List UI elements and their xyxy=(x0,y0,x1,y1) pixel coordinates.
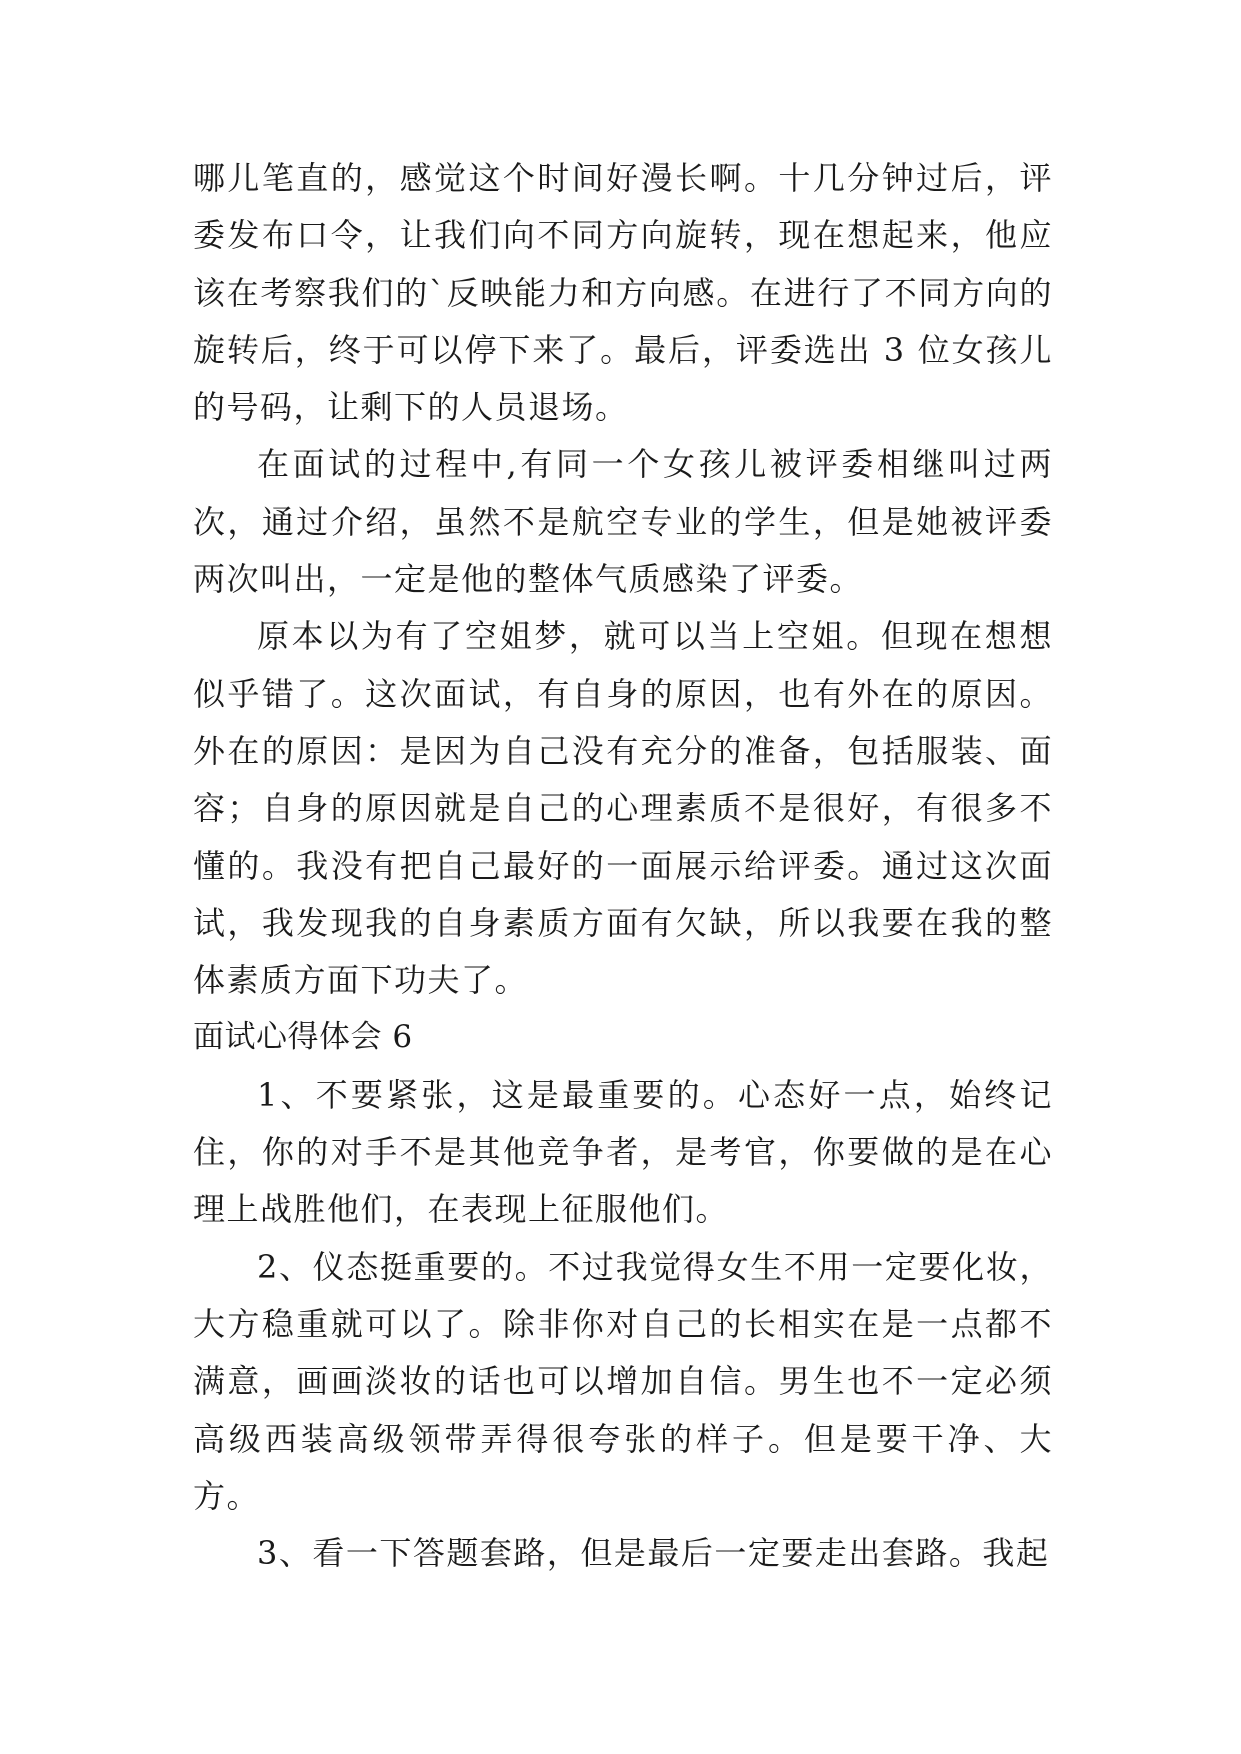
paragraph-tip-3: 3、看一下答题套路，但是最后一定要走出套路。我起 xyxy=(257,1534,1050,1573)
paragraph-same-girl: 在面试的过程中,有同一个女孩儿被评委相继叫过两次，通过介绍，虽然不是航空专业的学生，但是她被评委两次叫出，一定是他的整体气质感染了评委。 xyxy=(193,445,1053,599)
paragraph-tip-1: 1、不要紧张，这是最重要的。心态好一点，始终记住，你的对手不是其他竞争者，是考官，你要做的是在心理上战胜他们，在表现上征服他们。 xyxy=(193,1075,1053,1229)
paragraph-continued: 哪儿笔直的，感觉这个时间好漫长啊。十几分钟过后，评委发布口令，让我们向不同方向旋转，现在想起来，他应该在考察我们的`反映能力和方向感。在进行了不同方向的旋转后，终于可以停下来了。最后，评委选出 3 位女孩儿的号码，让剩下的人员退场。 xyxy=(193,159,1053,427)
section-title: 面试心得体会 6 xyxy=(193,1019,413,1056)
document-body xyxy=(193,150,1053,1582)
paragraph-tip-2: 2、仪态挺重要的。不过我觉得女生不用一定要化妆，大方稳重就可以了。除非你对自己的长相实在是一点都不满意，画画淡妆的话也可以增加自信。男生也不一定必须高级西装高级领带弄得很夸张的样子。但是要干净、大方。 xyxy=(193,1247,1053,1515)
paragraph-reflection: 原本以为有了空姐梦，就可以当上空姐。但现在想想似乎错了。这次面试，有自身的原因，也有外在的原因。外在的原因：是因为自己没有充分的准备，包括服装、面容；自身的原因就是自己的心理素质不是很好，有很多不懂的。我没有把自己最好的一面展示给评委。通过这次面试，我发现我的自身素质方面有欠缺，所以我要在我的整体素质方面下功夫了。 xyxy=(193,617,1053,1000)
